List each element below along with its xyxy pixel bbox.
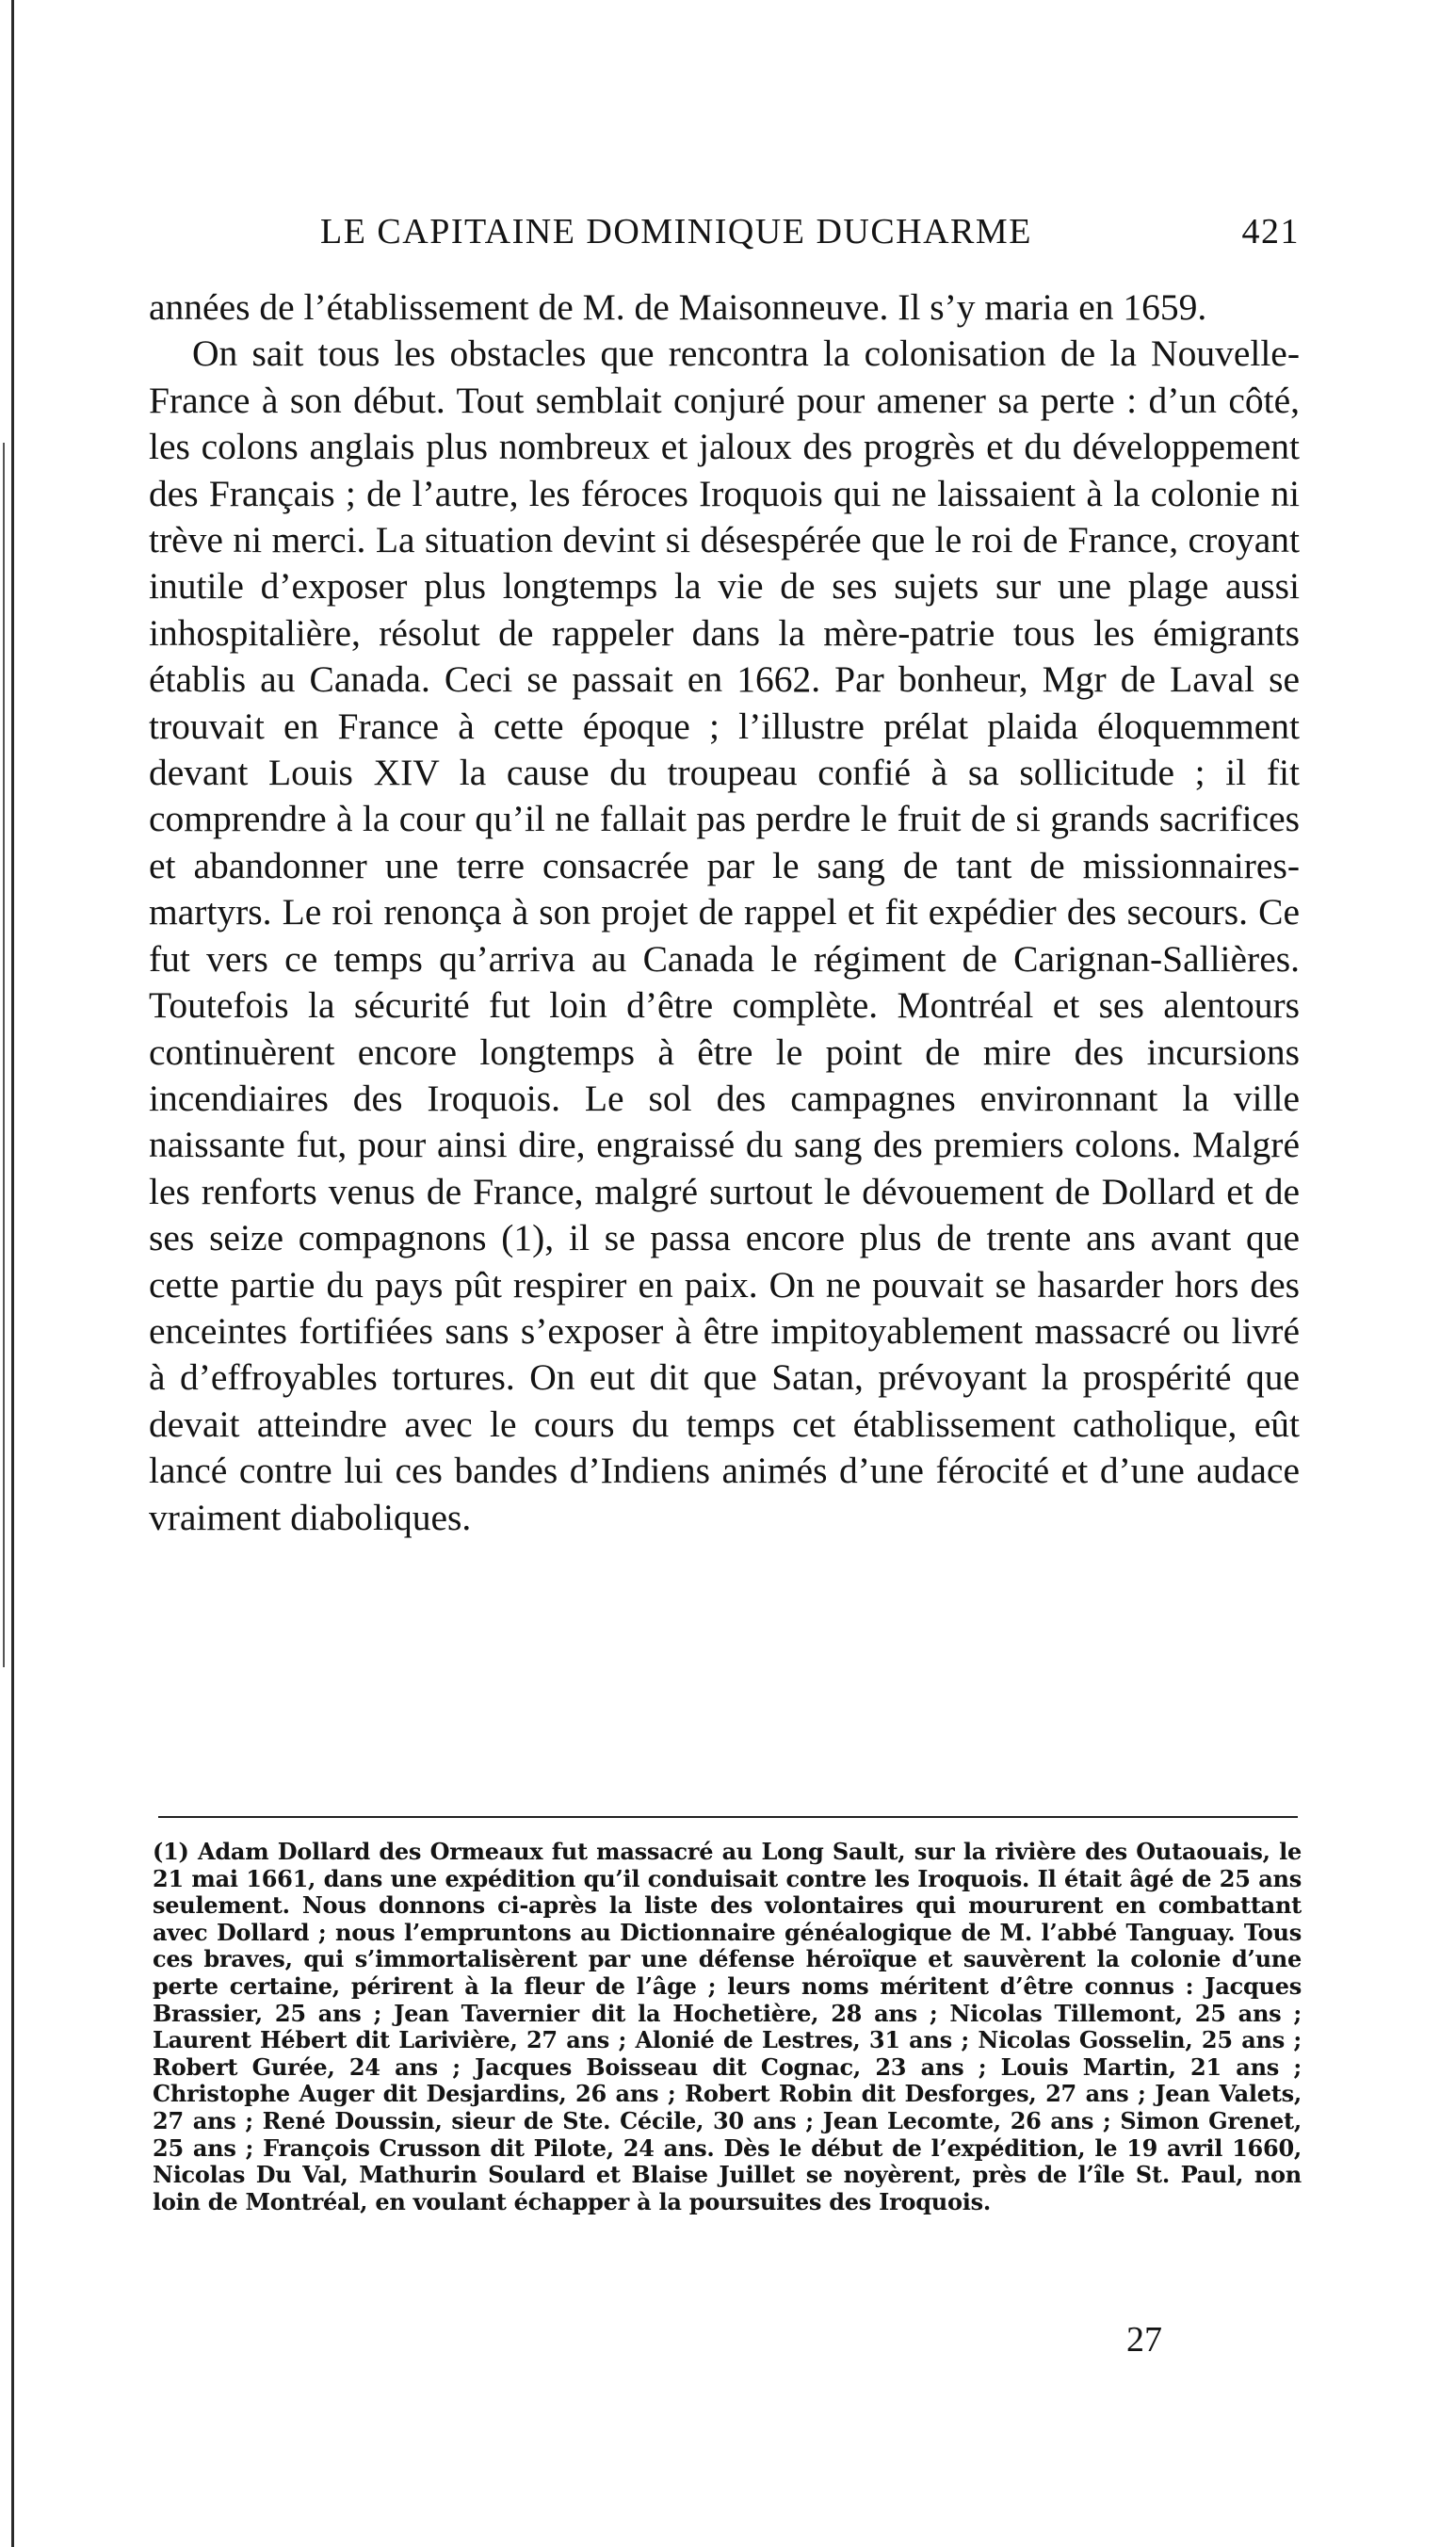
body-text [149,284,1300,1541]
paragraph-main: On sait tous les obstacles que rencontra la colonisation de la Nouvelle-France à son début. Tout semblait conjuré pour amener sa perte : d’un côté, les colons anglais plus nombreux et jaloux des progrès et du développement des Français ; de l’autre, les féroces Iroquois qui ne laissaient à la colonie ni trève ni merci. La situation devint si désespérée que le roi de France, croyant inutile d’exposer plus longtemps la vie de ses sujets sur une plage aussi inhospitalière, résolut de rappeler dans la mère-patrie tous les émigrants établis au Canada. Ceci se passait en 1662. Par bonheur, Mgr de Laval se trouvait en France à cette époque ; l’illustre prélat plaida éloquemment devant Louis XIV la cause du troupeau confié à sa sollicitude ; il fit comprendre à la cour qu’il ne fallait pas perdre le fruit de si grands sacrifices et abandonner une terre consacrée par le sang de tant de missionnaires-martyrs. Le roi renonça à son projet de rappel et fit expédier des secours. Ce fut vers ce temps qu’arriva au Canada le régiment de Carignan-Sallières. Toutefois la sécurité fut loin d’être complète. Montréal et ses alentours continuèrent encore longtemps à être le point de mire des incursions incendiaires des Iroquois. Le sol des campagnes environnant la ville naissante fut, pour ainsi dire, engraissé du sang des premiers colons. Malgré les renforts venus de France, malgré surtout le dévouement de Dollard et de ses seize compagnons (1), il se passa encore plus de trente ans avant que cette partie du pays pût respirer en paix. On ne pouvait se hasarder hors des enceintes fortifiées sans s’exposer à être impitoyablement massacré ou livré à d’effroyables tortures. On eut dit que Satan, prévoyant la prospérité que devait atteindre avec le cours du temps cet établissement catholique, eût lancé contre lui ces bandes d’Indiens animés d’une férocité et d’une audace vraiment diaboliques. [149,333,1300,1538]
footnote [153,1839,1302,2215]
footnote-separator [158,1816,1298,1818]
page-shadow-edge [3,443,5,1667]
footnote-text: (1) Adam Dollard des Ormeaux fut massacré au Long Sault, sur la rivière des Outaouais, le 21 mai 1661, dans une expédition qu’il conduisait contre les Iroquois. Il était âgé de 25 ans seulement. Nous donnons ci-après la liste des volontaires qui moururent en combattant avec Dollard ; nous l’empruntons au Dictionnaire généalogique de M. l’abbé Tanguay. Tous ces braves, qui s’immortalisèrent par une défense héroïque et sauvèrent la colonie d’une perte certaine, périrent à la fleur de l’âge ; leurs noms méritent d’être connus : Jacques Brassier, 25 ans ; Jean Tavernier dit la Hochetière, 28 ans ; Nicolas Tillemont, 25 ans ; Laurent Hébert dit Larivière, 27 ans ; Alonié de Lestres, 31 ans ; Nicolas Gosselin, 25 ans ; Robert Gurée, 24 ans ; Jacques Boisseau dit Cognac, 23 ans ; Louis Martin, 21 ans ; Christophe Auger dit Desjardins, 26 ans ; Robert Robin dit Desforges, 27 ans ; Jean Valets, 27 ans ; René Doussin, sieur de Ste. Cécile, 30 ans ; Jean Lecomte, 26 ans ; Simon Grenet, 25 ans ; François Crusson dit Pilote, 24 ans. Dès le début de l’expédition, le 19 avril 1660, Nicolas Du Val, Mathurin Soulard et Blaise Juillet se noyèrent, près de l’île St. Paul, non loin de Montréal, en voulant échapper à la poursuites des Iroquois. [153,1838,1302,2215]
page-binding-edge [11,0,14,2547]
page-header [320,211,1300,258]
page-number: 421 [1241,212,1300,251]
running-title: LE CAPITAINE DOMINIQUE DUCHARME [320,212,1032,251]
paragraph-continuation: années de l’établissement de M. de Maisonneuve. Il s’y maria en 1659. [149,286,1207,328]
signature-mark: 27 [1126,2320,1162,2360]
